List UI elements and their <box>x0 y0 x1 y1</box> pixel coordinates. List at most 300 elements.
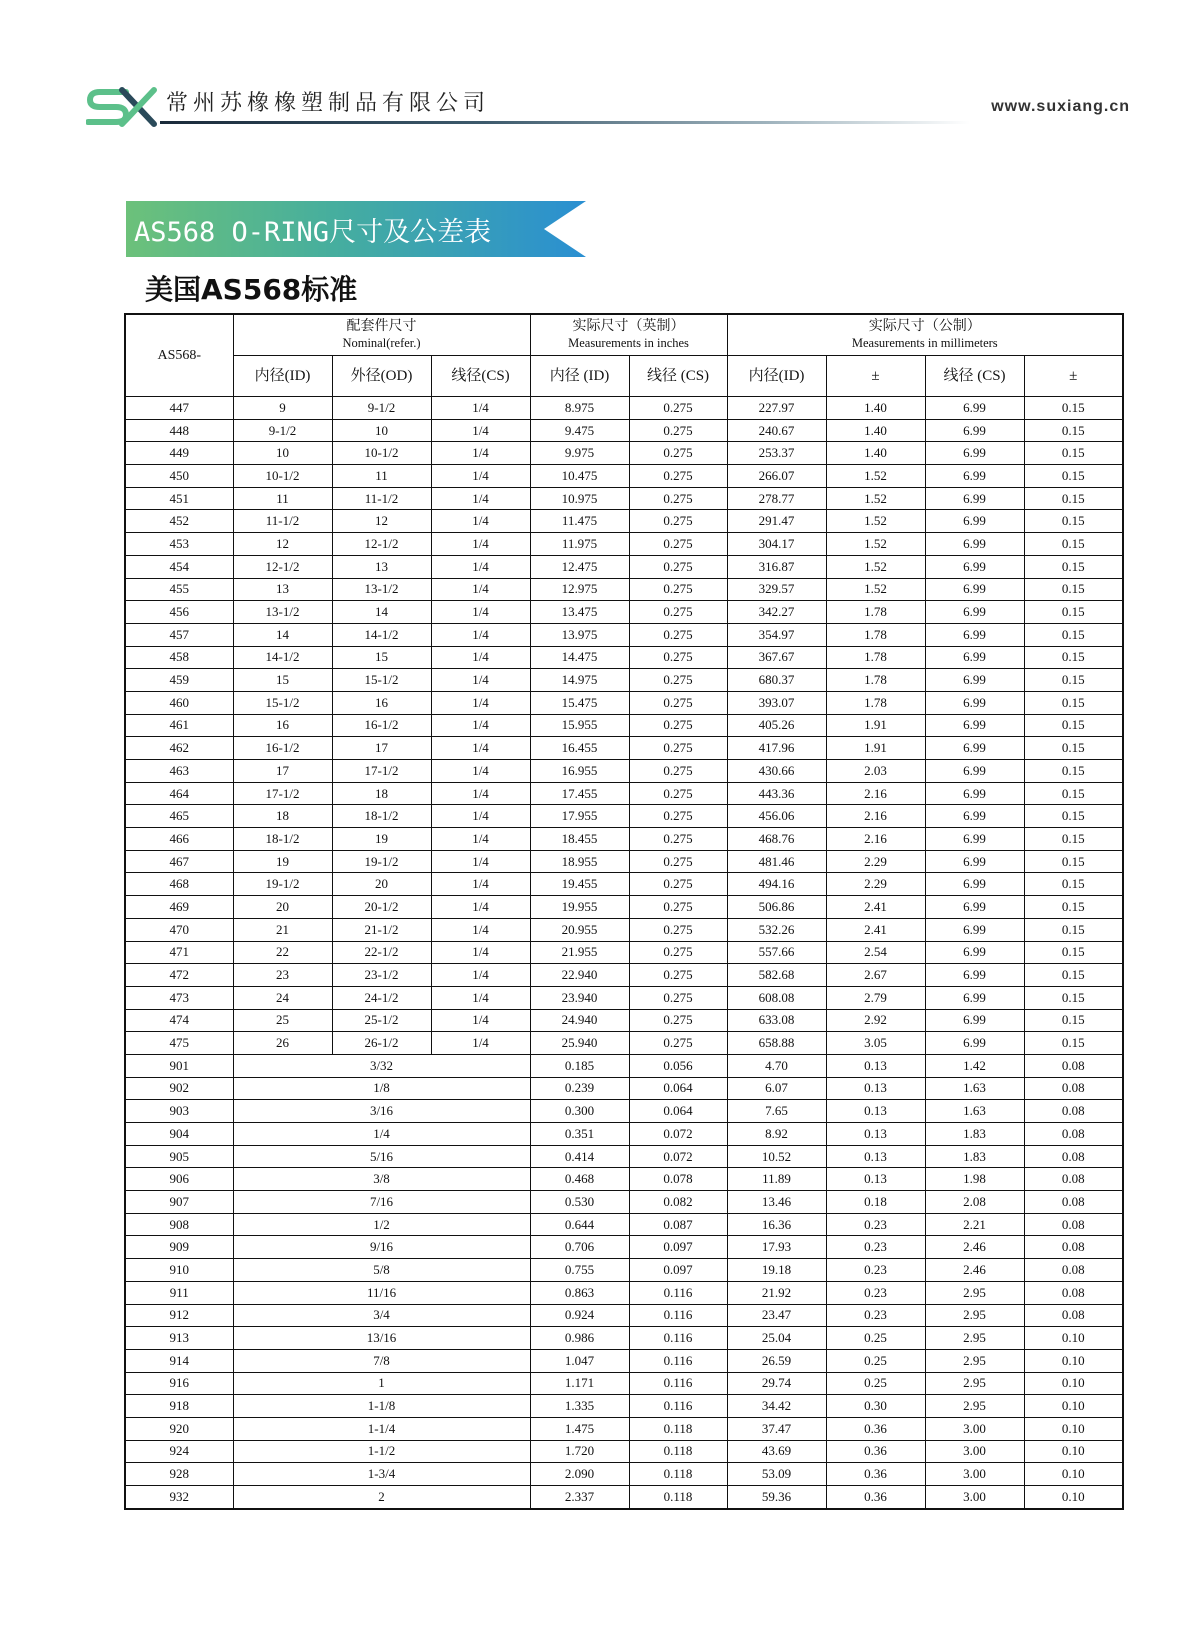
table-cell: 448 <box>125 419 233 442</box>
table-cell: 0.056 <box>629 1054 727 1077</box>
table-cell: 913 <box>125 1327 233 1350</box>
table-cell: 0.10 <box>1024 1486 1123 1509</box>
table-row <box>125 1145 1123 1168</box>
table-cell: 0.25 <box>826 1372 925 1395</box>
column-header: 内径(ID) <box>727 356 826 397</box>
table-cell: 2.92 <box>826 1009 925 1032</box>
table-row <box>125 465 1123 488</box>
table-cell: 0.08 <box>1024 1236 1123 1259</box>
table-cell: 22.940 <box>530 964 629 987</box>
table-cell: 633.08 <box>727 1009 826 1032</box>
table-cell: 6.99 <box>925 896 1024 919</box>
table-cell: 474 <box>125 1009 233 1032</box>
table-row <box>125 1259 1123 1282</box>
table-cell: 10-1/2 <box>332 442 431 465</box>
table-cell: 0.25 <box>826 1327 925 1350</box>
table-row <box>125 1486 1123 1509</box>
table-cell: 3.00 <box>925 1417 1024 1440</box>
table-cell: 2.95 <box>925 1281 1024 1304</box>
table-cell: 902 <box>125 1077 233 1100</box>
table-cell: 0.15 <box>1024 601 1123 624</box>
table-cell: 469 <box>125 896 233 919</box>
table-cell: 1.98 <box>925 1168 1024 1191</box>
table-cell: 37.47 <box>727 1417 826 1440</box>
table-cell: 1/4 <box>431 918 530 941</box>
table-row <box>125 1054 1123 1077</box>
table-cell: 464 <box>125 782 233 805</box>
table-cell: 456.06 <box>727 805 826 828</box>
column-header: 内径 (ID) <box>530 356 629 397</box>
table-cell: 0.15 <box>1024 918 1123 941</box>
table-cell: 0.08 <box>1024 1100 1123 1123</box>
table-cell: 11.89 <box>727 1168 826 1191</box>
table-cell: 6.07 <box>727 1077 826 1100</box>
table-cell: 3/4 <box>233 1304 530 1327</box>
table-cell: 14-1/2 <box>233 646 332 669</box>
oring-spec-table <box>124 313 1124 1510</box>
table-cell: 1.78 <box>826 691 925 714</box>
table-cell: 0.275 <box>629 533 727 556</box>
table-cell: 903 <box>125 1100 233 1123</box>
table-cell: 6.99 <box>925 1032 1024 1055</box>
table-cell: 0.15 <box>1024 873 1123 896</box>
table-cell: 2.16 <box>826 782 925 805</box>
table-cell: 0.275 <box>629 850 727 873</box>
table-cell: 29.74 <box>727 1372 826 1395</box>
table-cell: 1/4 <box>431 397 530 420</box>
table-cell: 0.275 <box>629 419 727 442</box>
table-cell: 471 <box>125 941 233 964</box>
table-cell: 342.27 <box>727 601 826 624</box>
table-cell: 453 <box>125 533 233 556</box>
table-cell: 0.116 <box>629 1372 727 1395</box>
table-cell: 17-1/2 <box>332 760 431 783</box>
table-row <box>125 714 1123 737</box>
table-cell: 1.91 <box>826 737 925 760</box>
table-cell: 16.955 <box>530 760 629 783</box>
table-cell: 2.08 <box>925 1191 1024 1214</box>
page-subtitle: 美国AS568标准 <box>145 273 358 306</box>
column-header: 线径 (CS) <box>925 356 1024 397</box>
table-cell: 17.955 <box>530 805 629 828</box>
table-cell: 2.337 <box>530 1486 629 1509</box>
table-cell: 0.36 <box>826 1486 925 1509</box>
table-cell: 0.275 <box>629 646 727 669</box>
table-cell: 910 <box>125 1259 233 1282</box>
table-cell: 468 <box>125 873 233 896</box>
table-cell: 0.30 <box>826 1395 925 1418</box>
table-cell: 53.09 <box>727 1463 826 1486</box>
header-divider <box>160 121 970 124</box>
table-cell: 0.351 <box>530 1123 629 1146</box>
table-cell: 0.275 <box>629 941 727 964</box>
table-cell: 304.17 <box>727 533 826 556</box>
table-cell: 3/16 <box>233 1100 530 1123</box>
table-cell: 0.15 <box>1024 669 1123 692</box>
table-cell: 443.36 <box>727 782 826 805</box>
table-cell: 1.78 <box>826 646 925 669</box>
table-cell: 6.99 <box>925 669 1024 692</box>
table-cell: 0.118 <box>629 1463 727 1486</box>
table-cell: 908 <box>125 1213 233 1236</box>
table-cell: 1.52 <box>826 465 925 488</box>
table-row <box>125 1032 1123 1055</box>
table-cell: 3.00 <box>925 1486 1024 1509</box>
table-cell: 6.99 <box>925 601 1024 624</box>
table-cell: 0.15 <box>1024 578 1123 601</box>
table-cell: 9.975 <box>530 442 629 465</box>
table-cell: 1.42 <box>925 1054 1024 1077</box>
table-cell: 6.99 <box>925 828 1024 851</box>
column-header: 线径(CS) <box>431 356 530 397</box>
table-row <box>125 1077 1123 1100</box>
table-cell: 22 <box>233 941 332 964</box>
table-cell: 0.36 <box>826 1463 925 1486</box>
table-cell: 473 <box>125 986 233 1009</box>
table-body <box>125 397 1123 1509</box>
table-cell: 0.275 <box>629 828 727 851</box>
table-cell: 10.52 <box>727 1145 826 1168</box>
table-cell: 18.455 <box>530 828 629 851</box>
table-cell: 0.13 <box>826 1054 925 1077</box>
table-cell: 19-1/2 <box>332 850 431 873</box>
table-cell: 0.15 <box>1024 510 1123 533</box>
table-cell: 0.414 <box>530 1145 629 1168</box>
table-cell: 3/8 <box>233 1168 530 1191</box>
table-cell: 0.706 <box>530 1236 629 1259</box>
table-row <box>125 1463 1123 1486</box>
table-cell: 23-1/2 <box>332 964 431 987</box>
table-cell: 25 <box>233 1009 332 1032</box>
table-cell: 19.18 <box>727 1259 826 1282</box>
table-row <box>125 1281 1123 1304</box>
table-cell: 1.40 <box>826 397 925 420</box>
table-cell: 905 <box>125 1145 233 1168</box>
table-cell: 907 <box>125 1191 233 1214</box>
table-cell: 1/4 <box>233 1123 530 1146</box>
table-cell: 15-1/2 <box>233 691 332 714</box>
table-cell: 0.275 <box>629 896 727 919</box>
table-cell: 0.275 <box>629 918 727 941</box>
table-cell: 15 <box>332 646 431 669</box>
table-cell: 582.68 <box>727 964 826 987</box>
table-cell: 1 <box>233 1372 530 1395</box>
table-cell: 19-1/2 <box>233 873 332 896</box>
table-cell: 2.41 <box>826 918 925 941</box>
table-cell: 15-1/2 <box>332 669 431 692</box>
table-cell: 911 <box>125 1281 233 1304</box>
table-cell: 0.15 <box>1024 397 1123 420</box>
table-cell: 0.275 <box>629 397 727 420</box>
table-cell: 6.99 <box>925 714 1024 737</box>
table-cell: 1.78 <box>826 623 925 646</box>
table-cell: 680.37 <box>727 669 826 692</box>
table-cell: 12.475 <box>530 555 629 578</box>
table-cell: 1.52 <box>826 533 925 556</box>
table-cell: 15.955 <box>530 714 629 737</box>
table-row <box>125 964 1123 987</box>
table-cell: 6.99 <box>925 419 1024 442</box>
table-cell: 34.42 <box>727 1395 826 1418</box>
table-cell: 11.975 <box>530 533 629 556</box>
table-cell: 0.078 <box>629 1168 727 1191</box>
table-row <box>125 533 1123 556</box>
table-cell: 0.072 <box>629 1145 727 1168</box>
table-cell: 928 <box>125 1463 233 1486</box>
table-cell: 20-1/2 <box>332 896 431 919</box>
table-row <box>125 1168 1123 1191</box>
table-cell: 557.66 <box>727 941 826 964</box>
table-cell: 0.116 <box>629 1281 727 1304</box>
table-cell: 0.23 <box>826 1304 925 1327</box>
table-cell: 21.92 <box>727 1281 826 1304</box>
table-cell: 468.76 <box>727 828 826 851</box>
table-cell: 532.26 <box>727 918 826 941</box>
table-cell: 430.66 <box>727 760 826 783</box>
table-cell: 253.37 <box>727 442 826 465</box>
table-cell: 14 <box>332 601 431 624</box>
table-cell: 465 <box>125 805 233 828</box>
table-cell: 6.99 <box>925 623 1024 646</box>
table-cell: 0.082 <box>629 1191 727 1214</box>
table-cell: 1.78 <box>826 669 925 692</box>
table-row <box>125 510 1123 533</box>
table-cell: 0.087 <box>629 1213 727 1236</box>
header-group-inches <box>530 314 727 356</box>
table-cell: 1.52 <box>826 578 925 601</box>
table-cell: 2 <box>233 1486 530 1509</box>
table-cell: 0.275 <box>629 465 727 488</box>
table-row <box>125 555 1123 578</box>
table-cell: 19 <box>233 850 332 873</box>
table-cell: 450 <box>125 465 233 488</box>
table-row <box>125 1304 1123 1327</box>
table-row <box>125 578 1123 601</box>
table-cell: 2.29 <box>826 850 925 873</box>
table-cell: 1/4 <box>431 986 530 1009</box>
table-cell: 0.118 <box>629 1486 727 1509</box>
table-cell: 1.83 <box>925 1123 1024 1146</box>
table-cell: 932 <box>125 1486 233 1509</box>
table-cell: 16-1/2 <box>233 737 332 760</box>
table-cell: 0.25 <box>826 1349 925 1372</box>
table-cell: 2.16 <box>826 805 925 828</box>
table-cell: 25.940 <box>530 1032 629 1055</box>
table-cell: 0.15 <box>1024 714 1123 737</box>
table-cell: 0.18 <box>826 1191 925 1214</box>
table-cell: 0.530 <box>530 1191 629 1214</box>
table-cell: 1.63 <box>925 1100 1024 1123</box>
table-cell: 5/16 <box>233 1145 530 1168</box>
table-cell: 3.05 <box>826 1032 925 1055</box>
table-cell: 454 <box>125 555 233 578</box>
table-cell: 2.95 <box>925 1327 1024 1350</box>
table-cell: 0.13 <box>826 1077 925 1100</box>
table-cell: 0.275 <box>629 555 727 578</box>
table-cell: 9-1/2 <box>332 397 431 420</box>
table-cell: 6.99 <box>925 555 1024 578</box>
table-cell: 11 <box>233 487 332 510</box>
table-cell: 0.15 <box>1024 737 1123 760</box>
table-cell: 6.99 <box>925 737 1024 760</box>
table-row <box>125 623 1123 646</box>
table-cell: 1/4 <box>431 533 530 556</box>
table-cell: 2.090 <box>530 1463 629 1486</box>
table-cell: 1/4 <box>431 896 530 919</box>
table-row <box>125 918 1123 941</box>
table-cell: 0.275 <box>629 1009 727 1032</box>
table-cell: 16 <box>332 691 431 714</box>
table-row <box>125 1440 1123 1463</box>
table-cell: 7.65 <box>727 1100 826 1123</box>
table-cell: 0.08 <box>1024 1259 1123 1282</box>
table-row <box>125 669 1123 692</box>
subheader-row <box>125 356 1123 397</box>
table-cell: 14-1/2 <box>332 623 431 646</box>
table-row <box>125 1417 1123 1440</box>
table-cell: 10.975 <box>530 487 629 510</box>
table-cell: 0.468 <box>530 1168 629 1191</box>
table-cell: 0.15 <box>1024 1032 1123 1055</box>
table-cell: 0.15 <box>1024 623 1123 646</box>
table-cell: 9 <box>233 397 332 420</box>
table-row <box>125 601 1123 624</box>
table-cell: 21-1/2 <box>332 918 431 941</box>
table-cell: 1/8 <box>233 1077 530 1100</box>
table-row <box>125 896 1123 919</box>
table-row <box>125 487 1123 510</box>
table-cell: 0.13 <box>826 1123 925 1146</box>
table-cell: 13/16 <box>233 1327 530 1350</box>
table-cell: 1/4 <box>431 578 530 601</box>
table-cell: 0.185 <box>530 1054 629 1077</box>
table-cell: 24.940 <box>530 1009 629 1032</box>
table-cell: 4.70 <box>727 1054 826 1077</box>
table-row <box>125 691 1123 714</box>
table-cell: 13-1/2 <box>332 578 431 601</box>
table-cell: 1/4 <box>431 714 530 737</box>
table-row <box>125 1327 1123 1350</box>
table-cell: 6.99 <box>925 964 1024 987</box>
table-cell: 0.275 <box>629 578 727 601</box>
table-cell: 0.36 <box>826 1417 925 1440</box>
table-row <box>125 986 1123 1009</box>
table-cell: 1.52 <box>826 487 925 510</box>
table-row <box>125 805 1123 828</box>
table-cell: 13-1/2 <box>233 601 332 624</box>
table-cell: 1/4 <box>431 1009 530 1032</box>
table-cell: 6.99 <box>925 442 1024 465</box>
table-cell: 7/16 <box>233 1191 530 1214</box>
table-cell: 6.99 <box>925 533 1024 556</box>
table-cell: 456 <box>125 601 233 624</box>
table-cell: 11.475 <box>530 510 629 533</box>
table-cell: 0.275 <box>629 601 727 624</box>
table-cell: 475 <box>125 1032 233 1055</box>
group-zh: 实际尺寸（英制） <box>572 319 685 334</box>
table-row <box>125 646 1123 669</box>
table-cell: 0.072 <box>629 1123 727 1146</box>
table-cell: 460 <box>125 691 233 714</box>
table-cell: 0.924 <box>530 1304 629 1327</box>
table-row <box>125 1191 1123 1214</box>
table-cell: 16-1/2 <box>332 714 431 737</box>
table-cell: 452 <box>125 510 233 533</box>
table-cell: 6.99 <box>925 578 1024 601</box>
group-zh: 配套件尺寸 <box>346 319 417 334</box>
table-cell: 1.63 <box>925 1077 1024 1100</box>
table-cell: 0.064 <box>629 1077 727 1100</box>
table-cell: 43.69 <box>727 1440 826 1463</box>
table-cell: 9.475 <box>530 419 629 442</box>
table-cell: 6.99 <box>925 782 1024 805</box>
table-cell: 6.99 <box>925 850 1024 873</box>
table-cell: 0.23 <box>826 1281 925 1304</box>
table-cell: 461 <box>125 714 233 737</box>
table-cell: 1/2 <box>233 1213 530 1236</box>
table-cell: 2.41 <box>826 896 925 919</box>
table-cell: 16.455 <box>530 737 629 760</box>
table-cell: 16 <box>233 714 332 737</box>
table-cell: 0.116 <box>629 1349 727 1372</box>
table-cell: 12-1/2 <box>233 555 332 578</box>
table-cell: 0.10 <box>1024 1440 1123 1463</box>
table-cell: 2.79 <box>826 986 925 1009</box>
table-cell: 0.15 <box>1024 487 1123 510</box>
group-en: Nominal(refer.) <box>342 336 421 350</box>
table-cell: 0.863 <box>530 1281 629 1304</box>
table-row <box>125 782 1123 805</box>
table-cell: 18-1/2 <box>332 805 431 828</box>
table-cell: 10.475 <box>530 465 629 488</box>
table-cell: 18 <box>332 782 431 805</box>
table-cell: 23 <box>233 964 332 987</box>
table-cell: 1-1/2 <box>233 1440 530 1463</box>
column-header: 线径 (CS) <box>629 356 727 397</box>
table-cell: 0.23 <box>826 1236 925 1259</box>
table-cell: 1/4 <box>431 805 530 828</box>
table-cell: 466 <box>125 828 233 851</box>
table-cell: 0.15 <box>1024 691 1123 714</box>
table-cell: 354.97 <box>727 623 826 646</box>
table-cell: 451 <box>125 487 233 510</box>
table-cell: 0.239 <box>530 1077 629 1100</box>
table-row <box>125 1236 1123 1259</box>
table-cell: 0.15 <box>1024 465 1123 488</box>
table-cell: 0.116 <box>629 1304 727 1327</box>
table-cell: 0.275 <box>629 760 727 783</box>
table-cell: 6.99 <box>925 873 1024 896</box>
table-cell: 467 <box>125 850 233 873</box>
table-cell: 3.00 <box>925 1463 1024 1486</box>
table-cell: 2.46 <box>925 1259 1024 1282</box>
column-header: 内径(ID) <box>233 356 332 397</box>
table-row <box>125 419 1123 442</box>
table-cell: 1/4 <box>431 737 530 760</box>
table-cell: 17 <box>233 760 332 783</box>
table-cell: 3/32 <box>233 1054 530 1077</box>
table-cell: 24 <box>233 986 332 1009</box>
table-cell: 1-1/4 <box>233 1417 530 1440</box>
table-cell: 1/4 <box>431 646 530 669</box>
table-cell: 8.92 <box>727 1123 826 1146</box>
table-cell: 17-1/2 <box>233 782 332 805</box>
table-cell: 2.95 <box>925 1372 1024 1395</box>
table-cell: 0.275 <box>629 714 727 737</box>
table-cell: 0.275 <box>629 623 727 646</box>
table-cell: 329.57 <box>727 578 826 601</box>
table-row <box>125 828 1123 851</box>
